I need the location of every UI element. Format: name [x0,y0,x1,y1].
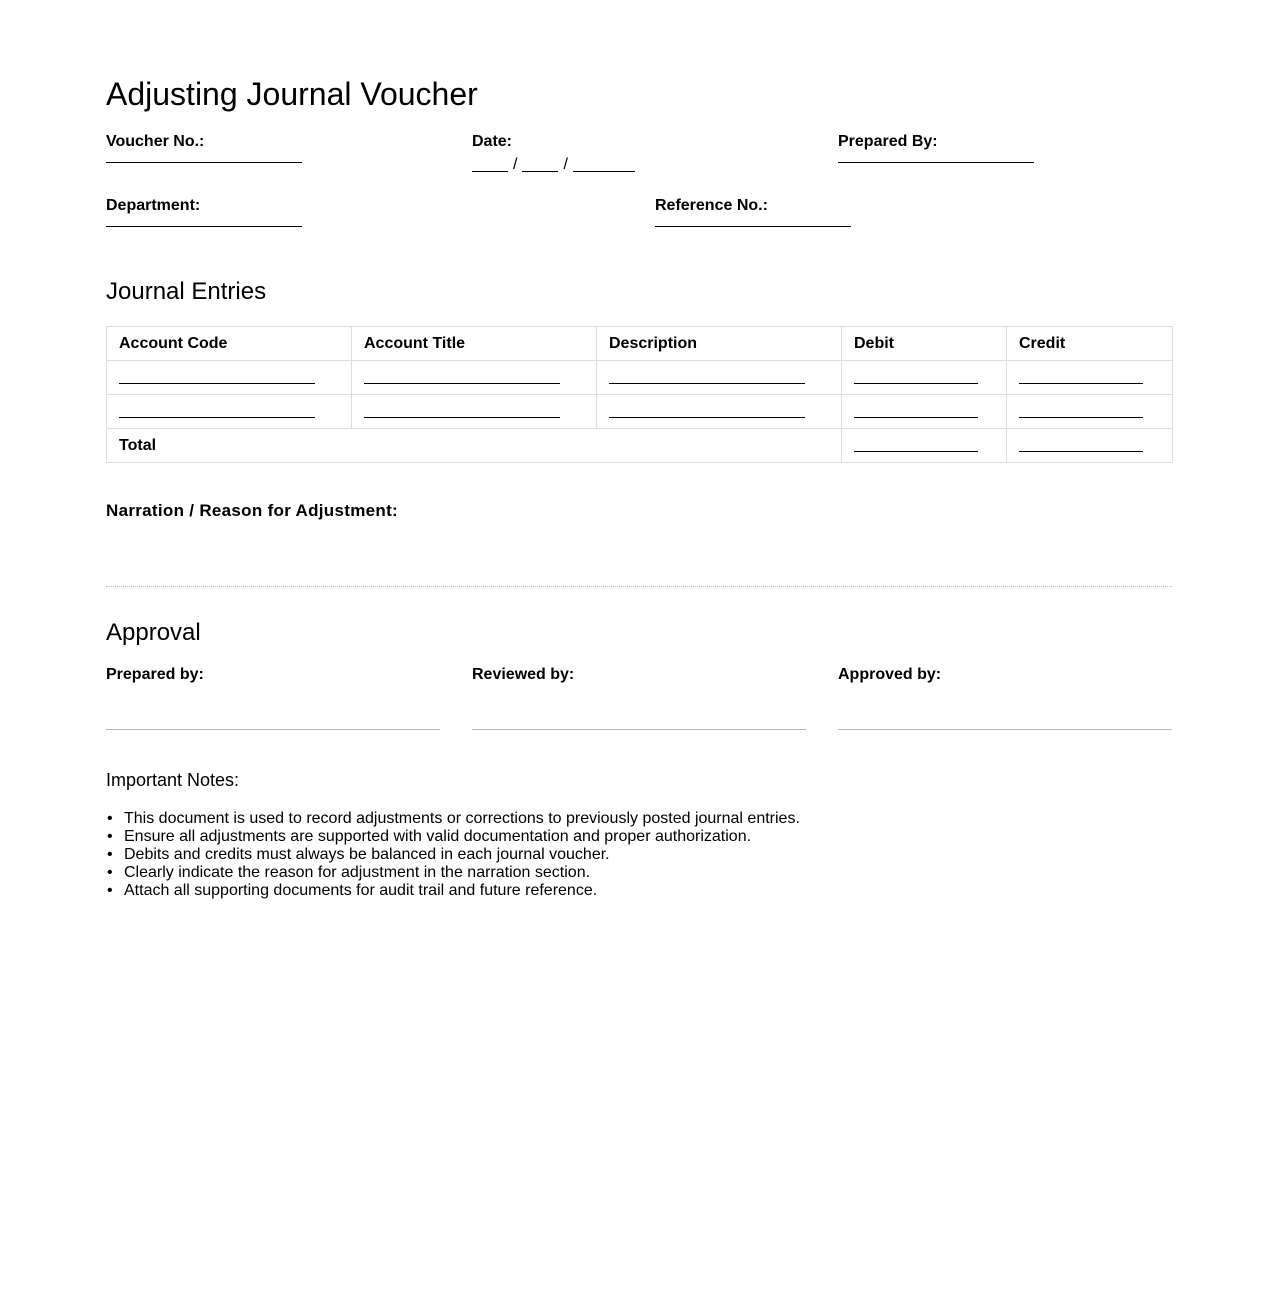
list-item [107,828,800,846]
reference-no-field [655,196,851,227]
date-separator: / [513,156,518,173]
page-title: Adjusting Journal Voucher [106,76,478,112]
account-title-input-line[interactable] [364,383,560,384]
department-input-line[interactable] [106,226,302,227]
account-title-cell [352,395,597,429]
bullet-icon: • [107,882,113,899]
credit-cell [1007,361,1173,395]
prepared-by-field [838,132,1034,163]
description-cell [597,395,842,429]
column-header-account-code: Account Code [107,327,352,361]
narration-input-area[interactable] [106,586,1172,587]
list-item [107,810,800,828]
account-code-input-line[interactable] [119,417,315,418]
important-notes-list [106,810,800,900]
total-debit-cell [842,429,1007,463]
account-title-input-line[interactable] [364,417,560,418]
date-month-line[interactable] [522,157,558,172]
date-field [472,132,635,172]
reference-no-input-line[interactable] [655,226,851,227]
debit-cell [842,395,1007,429]
column-header-description: Description [597,327,842,361]
date-label: Date: [472,133,513,150]
department-label: Department: [106,197,201,214]
reviewed-by-signature-label: Reviewed by: [472,666,575,683]
reviewed-by-signature-line[interactable] [472,729,806,730]
prepared-by-signature-block [106,665,440,730]
credit-input-line[interactable] [1019,417,1143,418]
date-day-line[interactable] [472,157,508,172]
note-text: Attach all supporting documents for audit trail and future reference. [124,882,598,899]
voucher-no-input-line[interactable] [106,162,302,163]
debit-cell [842,361,1007,395]
account-code-input-line[interactable] [119,383,315,384]
column-header-debit: Debit [842,327,1007,361]
credit-cell [1007,395,1173,429]
account-title-cell [352,361,597,395]
debit-input-line[interactable] [854,417,978,418]
approved-by-signature-block [838,665,1172,730]
approved-by-signature-label: Approved by: [838,666,942,683]
reviewed-by-signature-block [472,665,806,730]
department-field [106,196,302,227]
column-header-account-title: Account Title [352,327,597,361]
total-credit-input-line[interactable] [1019,451,1143,452]
debit-input-line[interactable] [854,383,978,384]
bullet-icon: • [107,864,113,881]
table-row [107,361,1173,395]
total-row [107,429,1173,463]
prepared-by-signature-line[interactable] [106,729,440,730]
account-code-cell [107,361,352,395]
important-notes-heading: Important Notes: [106,770,240,790]
date-input-group [472,157,635,172]
prepared-by-label: Prepared By: [838,133,938,150]
list-item [107,864,800,882]
prepared-by-signature-label: Prepared by: [106,666,204,683]
total-label: Total [107,429,842,463]
note-text: This document is used to record adjustments or corrections to previously posted journal entries. [124,810,800,827]
voucher-no-field [106,132,302,163]
reference-no-label: Reference No.: [655,197,768,214]
note-text: Debits and credits must always be balanced in each journal voucher. [124,846,610,863]
date-year-line[interactable] [573,157,635,172]
table-header-row [107,327,1173,361]
bullet-icon: • [107,810,113,827]
bullet-icon: • [107,846,113,863]
approval-heading: Approval [106,619,201,646]
column-header-credit: Credit [1007,327,1173,361]
note-text: Clearly indicate the reason for adjustment in the narration section. [124,864,591,881]
list-item [107,846,800,864]
journal-entries-table [106,326,1173,463]
total-credit-cell [1007,429,1173,463]
list-item [107,882,800,900]
table-row [107,395,1173,429]
journal-entries-heading: Journal Entries [106,278,267,305]
account-code-cell [107,395,352,429]
description-input-line[interactable] [609,417,805,418]
bullet-icon: • [107,828,113,845]
credit-input-line[interactable] [1019,383,1143,384]
description-input-line[interactable] [609,383,805,384]
date-separator: / [563,156,568,173]
narration-label: Narration / Reason for Adjustment: [106,501,398,520]
note-text: Ensure all adjustments are supported with valid documentation and proper authorization. [124,828,752,845]
prepared-by-input-line[interactable] [838,162,1034,163]
approved-by-signature-line[interactable] [838,729,1172,730]
description-cell [597,361,842,395]
voucher-no-label: Voucher No.: [106,133,205,150]
total-debit-input-line[interactable] [854,451,978,452]
